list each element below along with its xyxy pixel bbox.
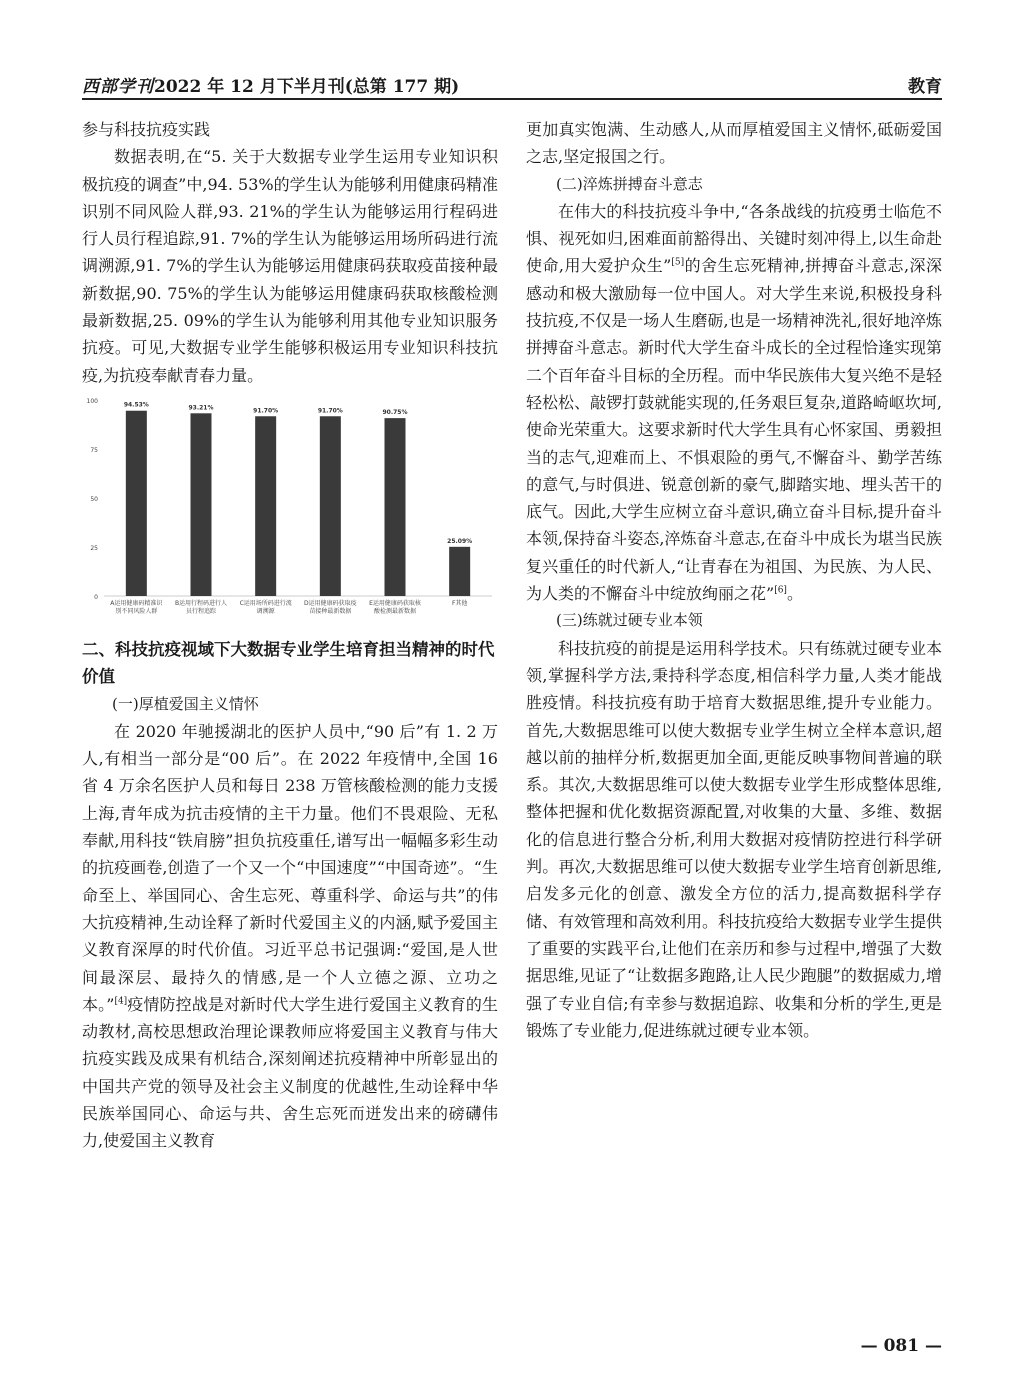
- bar-3: [255, 416, 276, 596]
- citation-6: [6]: [774, 585, 787, 596]
- bar-value-label: 91.70%: [317, 407, 343, 415]
- page-header: [82, 70, 942, 100]
- section-heading: 二、科技抗疫视域下大数据专业学生培育担当精神的时代价值: [82, 639, 495, 687]
- paragraph-continuation: 参与科技抗疫实践: [82, 120, 211, 139]
- x-category-label: 员行程追踪: [185, 607, 217, 615]
- left-column: [82, 116, 498, 1155]
- survey-bar-chart: [82, 392, 498, 632]
- x-category-label: A运用健康码精准识: [110, 599, 163, 607]
- bar-5: [385, 418, 406, 596]
- header-divider: [82, 98, 942, 100]
- patriotism-text-a: 在 2020 年驰援湖北的医护人员中,“90 后”有 1. 2 万人,有相当一部分是“00 后”。在 2022 年疫情中,全国 16 省 4 万余名医护人员和每日 238 万管核酸检测的能力支援上海,青年成为抗击疫情的主干力量。他们不畏艰险、无私奉献,用科技“铁肩膀”担负抗疫重任,谱写出一幅幅多彩生动的抗疫画卷,创造了一个又一个“中国速度”“中国奇迹”。“生命至上、举国同心、舍生忘死、尊重科学、命运与共”的伟大抗疫精神,生动诠释了新时代爱国主义的内涵,赋予爱国主义教育深厚的时代价值。习近平总书记强调:“爱国,是人世间最深层、最持久的情感,是一个人立德之源、立功之本。”: [82, 721, 498, 1014]
- struggle-text-c: 。: [786, 584, 803, 604]
- x-category-label: F其他: [451, 599, 468, 607]
- bar-4: [320, 416, 341, 596]
- bar-1: [126, 411, 147, 596]
- journal-logo: 西部学刊: [82, 77, 154, 97]
- right-column: [526, 116, 942, 1044]
- bar-2: [191, 413, 212, 596]
- x-category-label: B运用行程码进行人: [174, 599, 228, 607]
- y-tick-label: 100: [86, 397, 98, 405]
- bar-value-label: 25.09%: [447, 537, 473, 545]
- paragraph-patriotism: [82, 718, 498, 1155]
- subheading-patriotism: (一)厚植爱国主义情怀: [112, 694, 259, 713]
- paragraph-struggle: [526, 198, 942, 607]
- y-tick-label: 75: [90, 446, 98, 454]
- citation-5: [5]: [671, 258, 685, 269]
- struggle-text-b: 的舍生忘死精神,拼搏奋斗意志,深深感动和极大激励每一位中国人。对大学生来说,积极投身科技抗疫,不仅是一场人生磨砺,也是一场精神洗礼,很好地淬炼拼搏奋斗意志。新时代大学生奋斗成长的全过程恰逢实现第二个百年奋斗目标的全历程。而中华民族伟大复兴绝不是轻轻松松、敲锣打鼓就能实现的,任务艰巨复杂,道路崎岖坎坷,使命光荣重大。这要求新时代大学生具有心怀家国、勇毅担当的志气,迎难而上、不惧艰险的勇气,不懈奋斗、勤学苦练的意气,与时俱进、锐意创新的豪气,脚踏实地、埋头苦干的底气。因此,大学生应树立奋斗意识,确立奋斗目标,提升奋斗本领,保持奋斗姿态,淬炼奋斗意志,在奋斗中成长为堪当民族复兴重任的时代新人,“让青春在为祖国、为民族、为人民、为人类的不懈奋斗中绽放绚丽之花”: [526, 256, 943, 604]
- x-category-label: D运用健康码获取疫: [304, 599, 357, 607]
- x-category-label: C运用场所码进行流: [239, 599, 292, 607]
- paragraph-survey: 数据表明,在“5. 关于大数据专业学生运用专业知识积极抗疫的调查”中,94. 53%的学生认为能够利用健康码精准识别不同风险人群,93. 21%的学生认为能够运用行程码进行人员行程追踪,91. 7%的学生认为能够运用场所码进行流调溯源,91. 7%的学生认为能够运用健康码获取疫苗接种最新数据,90. 75%的学生认为能够运用健康码获取核酸检测最新数据,25. 09%的学生认为能够利用其他专业知识服务抗疫。可见,大数据专业学生能够积极运用专业知识科技抗疫,为抗疫奉献青春力量。: [82, 147, 498, 385]
- bar-value-label: 93.21%: [188, 404, 214, 412]
- bar-value-label: 94.53%: [123, 401, 149, 409]
- struggle-text-a: 在伟大的科技抗疫斗争中,“各条战线的抗疫勇士临危不惧、视死如归,困难面前豁得出、关键时刻冲得上,以生命赴使命,用大爱护众生”: [526, 201, 942, 276]
- section-label: 教育: [908, 77, 942, 97]
- bar-value-label: 91.70%: [253, 407, 279, 415]
- x-category-label: 酸检测最新数据: [373, 607, 417, 615]
- bar-6: [449, 547, 470, 596]
- y-tick-label: 25: [90, 544, 98, 552]
- x-category-label: 调溯源: [256, 607, 275, 615]
- chart-svg: [82, 392, 498, 632]
- y-tick-label: 0: [94, 593, 98, 601]
- page-number: — 081 —: [860, 1336, 942, 1356]
- issue-text: 2022 年 12 月下半月刊(总第 177 期): [154, 77, 460, 97]
- x-category-label: E运用健康码获取核: [369, 599, 421, 607]
- y-tick-label: 50: [90, 495, 98, 503]
- subheading-struggle: (二)淬炼拼搏奋斗意志: [556, 174, 703, 193]
- paragraph-patriotism-end: 更加真实饱满、生动感人,从而厚植爱国主义情怀,砥砺爱国之志,坚定报国之行。: [526, 120, 942, 167]
- patriotism-text-b: 疫情防控战是对新时代大学生进行爱国主义教育的生动教材,高校思想政治理论课教师应将爱国主义教育与伟大抗疫实践及成果有机结合,深刻阐述抗疫精神中所彰显出的中国共产党的领导及社会主义制度的优越性,生动诠释中华民族举国同心、命运与共、舍生忘死而迸发出来的磅礴伟力,使爱国主义教育: [82, 994, 498, 1151]
- paragraph-skills: 科技抗疫的前提是运用科学技术。只有练就过硬专业本领,掌握科学方法,秉持科学态度,相信科学力量,人类才能战胜疫情。科技抗疫有助于培育大数据思维,提升专业能力。首先,大数据思维可以使大数据专业学生树立全样本意识,超越以前的抽样分析,数据更加全面,更能反映事物间普遍的联系。其次,大数据思维可以使大数据专业学生形成整体思维,整体把握和优化数据资源配置,对收集的大量、多维、数据化的信息进行整合分析,利用大数据对疫情防控进行科学研判。再次,大数据思维可以使大数据专业学生培育创新思维,启发多元化的创意、激发全方位的活力,提高数据科学存储、有效管理和高效利用。科技抗疫给大数据专业学生提供了重要的实践平台,让他们在亲历和参与过程中,增强了大数据思维,见证了“让数据多跑路,让人民少跑腿”的数据威力,增强了专业自信;有幸参与数据追踪、收集和分析的学生,更是锻炼了专业能力,促进练就过硬专业本领。: [526, 638, 943, 1040]
- bar-value-label: 90.75%: [382, 409, 408, 417]
- subheading-skills: (三)练就过硬专业本领: [556, 611, 703, 630]
- x-category-label: 别不同风险人群: [115, 607, 158, 615]
- citation-4: [4]: [114, 996, 128, 1007]
- x-category-label: 苗接种最新数据: [309, 607, 352, 615]
- journal-issue: [82, 72, 459, 97]
